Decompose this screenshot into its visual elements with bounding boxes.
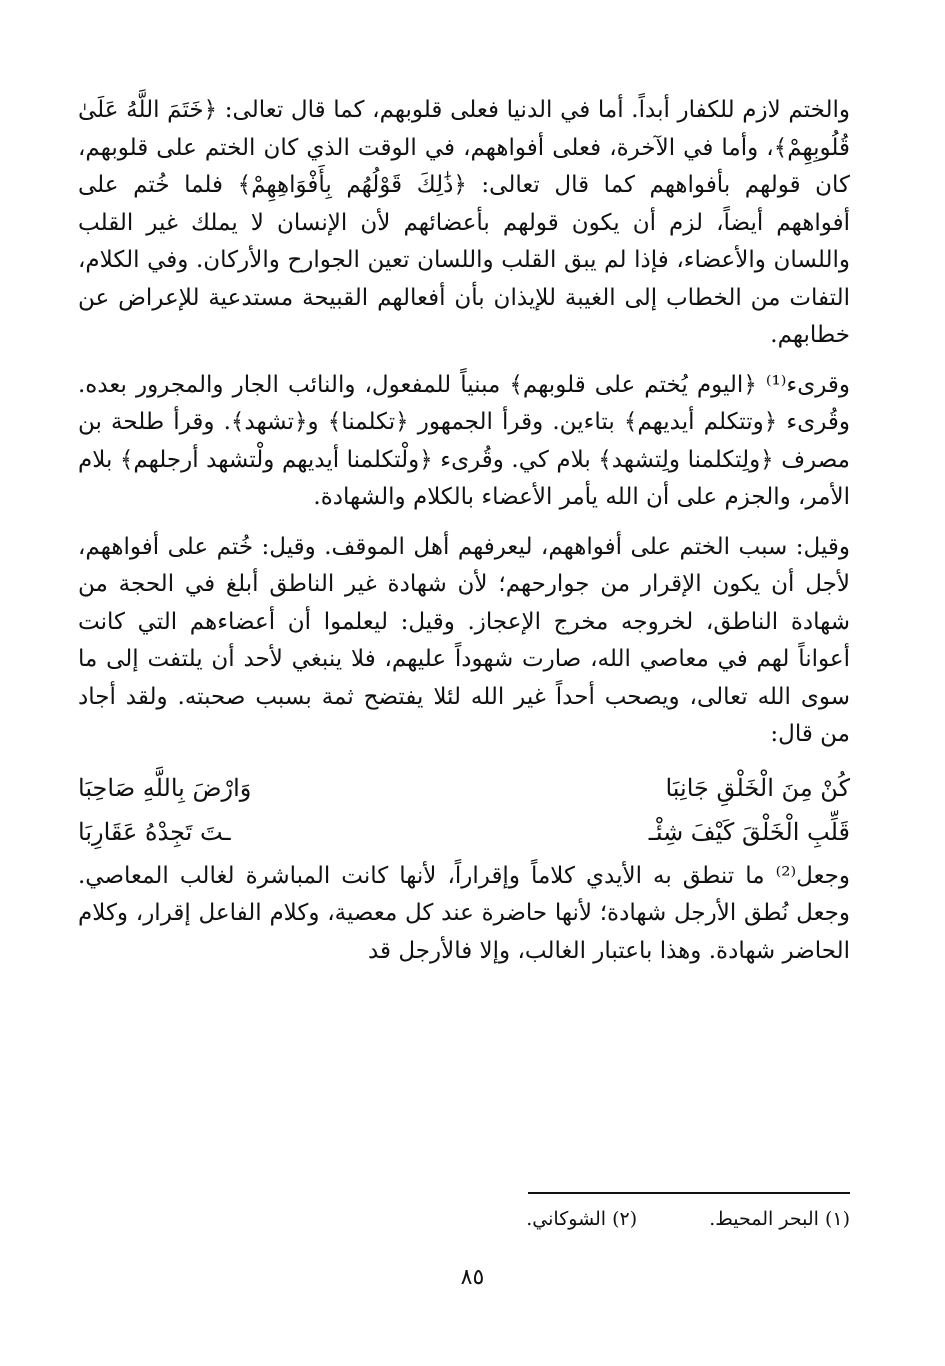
verse-1-first-hemistich: كُنْ مِنَ الْخَلْقِ جَانِبَا [665, 773, 850, 802]
verse-2-first-hemistich: قَلِّبِ الْخَلْقَ كَيْفَ شِئْـ [648, 817, 850, 846]
verse-1-second-hemistich: وَارْضَ بِاللَّهِ صَاحِبَا [78, 773, 252, 802]
paragraph-3: وقيل: سبب الختم على أفواههم، ليعرفهم أهل الموقف. وقيل: خُتم على أفواههم، لأجل أن يكون الإقرار من جوارحهم؛ لأن شهادة غير الناطق أبلغ في الحجة من شهادة الناطق، لخروجه مخرج الإعجاز. وقيل: ليعلموا أن أعضاءهم التي كانت أعواناً لهم في معاصي الله، صارت شهوداً عليهم، فلا ينبغي لأحد أن يلتفت إلى ما سوى الله تعالى، ويصحب أحداً غير الله لئلا يفتضح ثمة بسبب صحبته. ولقد أجاد من قال: [78, 533, 850, 747]
footnote-separator [528, 1192, 850, 1194]
footnote-1: (١) البحر المحيط. [709, 1208, 850, 1230]
paragraph-4: وجعل⁽²⁾ ما تنطق به الأيدي كلاماً وإقراراً، لأنها كانت المباشرة لغالب المعاصي. وجعل نُطق الأرجل شهادة؛ لأنها حاضرة عند كل معصية، وكلام الفاعل إقرار، وكلام الحاضر شهادة. وهذا باعتبار الغالب، وإلا فالأرجل قد [78, 862, 850, 964]
footnotes [78, 1208, 850, 1230]
page-number: ٨٥ [460, 1265, 485, 1290]
paragraph-2: وقرىء⁽¹⁾ ﴿اليوم يُختم على قلوبهم﴾ مبنياً للمفعول، والنائب الجار والمجرور بعده. وقُرىء ﴿وتتكلم أيديهم﴾ بتاءين. وقرأ الجمهور ﴿تكلمنا﴾ و﴿تشهد﴾. وقرأ طلحة بن مصرف ﴿ولِتكلمنا ولِتشهد﴾ بلام كي. وقُرىء ﴿ولْتكلمنا أيديهم ولْتشهد أرجلهم﴾ بلام الأمر، والجزم على أن الله يأمر الأعضاء بالكلام والشهادة. [78, 371, 850, 510]
footnote-2: (٢) الشوكاني. [526, 1208, 638, 1230]
paragraph-1: والختم لازم للكفار أبداً. أما في الدنيا فعلى قلوبهم، كما قال تعالى: ﴿خَتَمَ اللَّهُ عَلَىٰ قُلُوبِهِمْ﴾، وأما في الآخرة، فعلى أفواههم، في الوقت الذي كان الختم على قلوبهم، كان قولهم بأفواههم كما قال تعالى: ﴿ذَٰلِكَ قَوْلُهُم بِأَفْوَاهِهِمْ﴾ فلما خُتم على أفواههم أيضاً، لزم أن يكون قولهم بأعضائهم لأن الإنسان لا يملك غير القلب واللسان والأعضاء، فإذا لم يبق القلب واللسان تعين الجوارح والأركان. وفي الكلام، التفات من الخطاب إلى الغيبة للإيذان بأن أفعالهم القبيحة مستدعية للإعراض عن خطابهم. [78, 97, 851, 348]
poem-verse [78, 766, 850, 854]
verse-2-second-hemistich: ـتَ تَجِدْهُ عَقَارِبَا [78, 817, 231, 846]
verse-line-2 [78, 810, 850, 854]
verse-line-1 [78, 766, 850, 810]
